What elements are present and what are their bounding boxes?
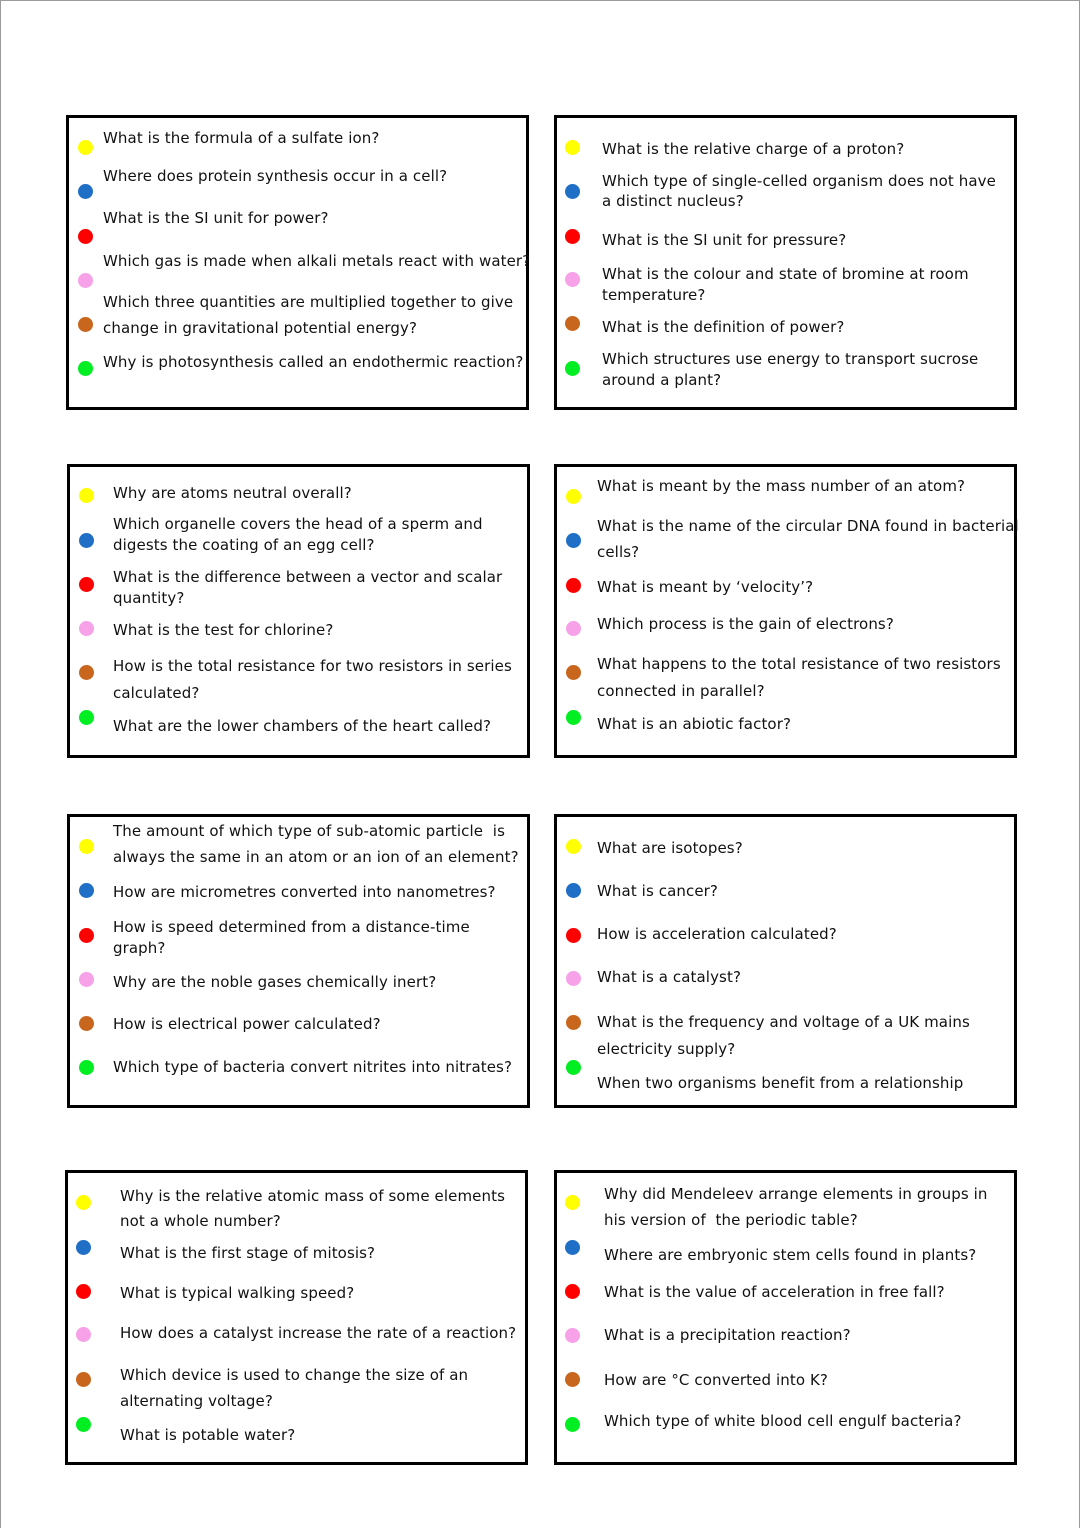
yellow-dot-icon xyxy=(566,489,581,504)
yellow-dot-icon xyxy=(76,1195,91,1210)
blue-dot-icon xyxy=(565,1240,580,1255)
pink-dot-icon xyxy=(566,621,581,636)
question-text: What is the relative charge of a proton? xyxy=(602,140,905,158)
blue-dot-icon xyxy=(566,533,581,548)
orange-dot-icon xyxy=(566,1015,581,1030)
question-text: How is electrical power calculated? xyxy=(113,1015,381,1033)
question-text: Which organelle covers the head of a sperm and digests the coating of an egg cell? xyxy=(113,515,483,554)
question-text: What is the frequency and voltage of a UK mains electricity supply? xyxy=(597,1013,970,1058)
question-text: Which type of single-celled organism does not have a distinct nucleus? xyxy=(602,172,996,210)
question-text: What is the formula of a sulfate ion? xyxy=(103,129,380,147)
orange-dot-icon xyxy=(79,665,94,680)
question-text: What is the first stage of mitosis? xyxy=(120,1244,376,1262)
question-text: Which type of bacteria convert nitrites into nitrates? xyxy=(113,1058,513,1076)
green-dot-icon xyxy=(79,1060,94,1075)
red-dot-icon xyxy=(565,1284,580,1299)
question-text: What is the colour and state of bromine at room temperature? xyxy=(602,265,969,304)
question-text: Why is photosynthesis called an endothermic reaction? xyxy=(103,353,524,371)
orange-dot-icon xyxy=(565,316,580,331)
green-dot-icon xyxy=(566,1060,581,1075)
question-text: What is the name of the circular DNA found in bacterial cells? xyxy=(597,517,1019,561)
question-card xyxy=(67,464,530,758)
orange-dot-icon xyxy=(565,1372,580,1387)
question-text: What is the SI unit for pressure? xyxy=(602,231,847,249)
blue-dot-icon xyxy=(78,184,93,199)
question-text: What are isotopes? xyxy=(597,839,743,857)
question-text: The amount of which type of sub-atomic particle is always the same in an atom or an ion of an element? xyxy=(113,822,519,866)
question-text: How does a catalyst increase the rate of a reaction? xyxy=(120,1324,517,1342)
red-dot-icon xyxy=(78,229,93,244)
question-text: Where does protein synthesis occur in a cell? xyxy=(103,167,448,185)
pink-dot-icon xyxy=(566,971,581,986)
question-text: What is meant by the mass number of an atom? xyxy=(597,477,966,495)
question-text: What is meant by ‘velocity’? xyxy=(597,578,814,596)
question-text: Which structures use energy to transport sucrose around a plant? xyxy=(602,350,979,389)
yellow-dot-icon xyxy=(565,1195,580,1210)
green-dot-icon xyxy=(565,361,580,376)
blue-dot-icon xyxy=(79,883,94,898)
green-dot-icon xyxy=(78,361,93,376)
green-dot-icon xyxy=(566,710,581,725)
red-dot-icon xyxy=(79,928,94,943)
question-text: What is the test for chlorine? xyxy=(113,621,334,639)
yellow-dot-icon xyxy=(566,839,581,854)
question-text: Why are atoms neutral overall? xyxy=(113,484,352,502)
pink-dot-icon xyxy=(565,272,580,287)
yellow-dot-icon xyxy=(79,839,94,854)
orange-dot-icon xyxy=(79,1016,94,1031)
question-text: Which three quantities are multiplied together to give change in gravitational potential energy? xyxy=(103,293,514,337)
question-text: What is cancer? xyxy=(597,882,718,900)
question-text: Where are embryonic stem cells found in plants? xyxy=(604,1246,977,1264)
blue-dot-icon xyxy=(566,883,581,898)
green-dot-icon xyxy=(565,1417,580,1432)
question-text: What is the value of acceleration in free fall? xyxy=(604,1283,945,1301)
question-text: How is acceleration calculated? xyxy=(597,925,837,943)
question-text: What is a precipitation reaction? xyxy=(604,1326,851,1344)
green-dot-icon xyxy=(76,1417,91,1432)
red-dot-icon xyxy=(566,578,581,593)
pink-dot-icon xyxy=(78,273,93,288)
blue-dot-icon xyxy=(565,184,580,199)
question-text: How is the total resistance for two resistors in series calculated? xyxy=(113,657,512,702)
red-dot-icon xyxy=(566,928,581,943)
orange-dot-icon xyxy=(78,317,93,332)
question-text: What is potable water? xyxy=(120,1426,296,1444)
yellow-dot-icon xyxy=(565,140,580,155)
question-text: What is a catalyst? xyxy=(597,968,742,986)
red-dot-icon xyxy=(76,1284,91,1299)
question-text: What is typical walking speed? xyxy=(120,1284,355,1302)
question-text: How are micrometres converted into nanometres? xyxy=(113,883,496,901)
question-text: What happens to the total resistance of two resistors connected in parallel? xyxy=(597,655,1001,700)
question-text: Which type of white blood cell engulf bacteria? xyxy=(604,1412,962,1430)
yellow-dot-icon xyxy=(79,488,94,503)
question-text: Which gas is made when alkali metals react with water? xyxy=(103,252,531,270)
question-text: Which process is the gain of electrons? xyxy=(597,615,894,633)
yellow-dot-icon xyxy=(78,140,93,155)
question-text: Why are the noble gases chemically inert? xyxy=(113,973,437,991)
question-text: What is an abiotic factor? xyxy=(597,715,792,733)
red-dot-icon xyxy=(79,577,94,592)
orange-dot-icon xyxy=(76,1372,91,1387)
orange-dot-icon xyxy=(566,665,581,680)
question-text: Why is the relative atomic mass of some elements not a whole number? xyxy=(120,1187,506,1230)
question-text: Which device is used to change the size of an alternating voltage? xyxy=(120,1366,469,1410)
pink-dot-icon xyxy=(565,1328,580,1343)
question-text: Why did Mendeleev arrange elements in groups in his version of the periodic table? xyxy=(604,1185,988,1229)
question-text: What are the lower chambers of the heart called? xyxy=(113,717,492,735)
question-text: How is speed determined from a distance-time graph? xyxy=(113,918,470,957)
question-text: When two organisms benefit from a relationship xyxy=(597,1074,964,1092)
pink-dot-icon xyxy=(76,1327,91,1342)
pink-dot-icon xyxy=(79,621,94,636)
pink-dot-icon xyxy=(79,972,94,987)
red-dot-icon xyxy=(565,229,580,244)
question-text: What is the SI unit for power? xyxy=(103,209,329,227)
green-dot-icon xyxy=(79,710,94,725)
blue-dot-icon xyxy=(76,1240,91,1255)
blue-dot-icon xyxy=(79,533,94,548)
question-text: How are °C converted into K? xyxy=(604,1371,828,1389)
question-text: What is the definition of power? xyxy=(602,318,845,336)
question-text: What is the difference between a vector and scalar quantity? xyxy=(113,568,503,607)
